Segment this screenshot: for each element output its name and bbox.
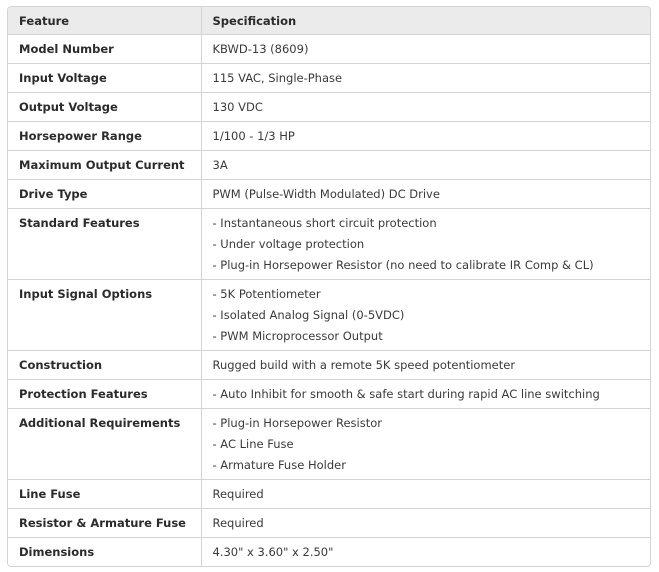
table-row <box>8 180 650 209</box>
specification-line: Required <box>212 487 264 501</box>
specification-cell <box>201 480 650 509</box>
specification-line: 130 VDC <box>212 100 263 114</box>
specification-cell <box>201 409 650 480</box>
specification-cell <box>201 180 650 209</box>
specification-line: - Plug-in Horsepower Resistor <box>212 416 382 430</box>
table-row <box>8 509 650 538</box>
table-row <box>8 380 650 409</box>
specification-line: - Under voltage protection <box>212 237 365 251</box>
table-row <box>8 480 650 509</box>
feature-cell: Protection Features <box>8 380 201 409</box>
specification-line: 115 VAC, Single-Phase <box>212 71 343 85</box>
specification-line: 1/100 - 1/3 HP <box>212 129 295 143</box>
table-row <box>8 409 650 480</box>
specification-line: PWM (Pulse-Width Modulated) DC Drive <box>212 187 440 201</box>
specification-cell <box>201 64 650 93</box>
specification-line: 4.30" x 3.60" x 2.50" <box>212 545 334 559</box>
specification-cell <box>201 35 650 64</box>
feature-cell: Drive Type <box>8 180 201 209</box>
specification-line: - Armature Fuse Holder <box>212 458 346 472</box>
table-header-row <box>8 7 650 35</box>
feature-cell: Output Voltage <box>8 93 201 122</box>
table-row <box>8 538 650 567</box>
feature-cell: Construction <box>8 351 201 380</box>
feature-cell: Maximum Output Current <box>8 151 201 180</box>
feature-cell: Additional Requirements <box>8 409 201 480</box>
table-row <box>8 35 650 64</box>
specification-cell <box>201 351 650 380</box>
specification-line: Required <box>212 516 264 530</box>
feature-cell: Standard Features <box>8 209 201 280</box>
feature-cell: Input Voltage <box>8 64 201 93</box>
specification-line: - AC Line Fuse <box>212 437 294 451</box>
specification-line: 3A <box>212 158 228 172</box>
table-row <box>8 351 650 380</box>
table-row <box>8 209 650 280</box>
specification-cell <box>201 122 650 151</box>
table-row <box>8 151 650 180</box>
specification-cell <box>201 280 650 351</box>
feature-cell: Model Number <box>19 42 114 56</box>
specification-line: Rugged build with a remote 5K speed potentiometer <box>212 358 516 372</box>
specification-cell <box>201 509 650 538</box>
table-row <box>8 64 650 93</box>
table-row <box>8 122 650 151</box>
specification-line: - Auto Inhibit for smooth & safe start during rapid AC line switching <box>212 387 600 401</box>
feature-cell: Horsepower Range <box>8 122 201 151</box>
spec-table-container <box>7 6 651 567</box>
header-specification: Specification <box>201 7 650 35</box>
specification-cell <box>201 209 650 280</box>
table-row <box>8 93 650 122</box>
specification-cell <box>201 380 650 409</box>
header-feature: Feature <box>8 7 201 35</box>
specification-line: - Isolated Analog Signal (0-5VDC) <box>212 308 405 322</box>
specification-cell <box>201 93 650 122</box>
feature-cell: Resistor & Armature Fuse <box>8 509 201 538</box>
specification-line: - Plug-in Horsepower Resistor (no need to calibrate IR Comp & CL) <box>212 258 594 272</box>
specification-line: - Instantaneous short circuit protection <box>212 216 437 230</box>
table-body <box>8 35 650 567</box>
feature-cell: Input Signal Options <box>8 280 201 351</box>
specification-cell <box>201 151 650 180</box>
specification-line: KBWD-13 (8609) <box>212 42 309 56</box>
specification-line: - PWM Microprocessor Output <box>212 329 383 343</box>
specification-cell <box>201 538 650 567</box>
table-row <box>8 280 650 351</box>
spec-table <box>8 7 650 566</box>
feature-cell: Dimensions <box>8 538 201 567</box>
feature-cell: Line Fuse <box>8 480 201 509</box>
specification-line: - 5K Potentiometer <box>212 287 321 301</box>
